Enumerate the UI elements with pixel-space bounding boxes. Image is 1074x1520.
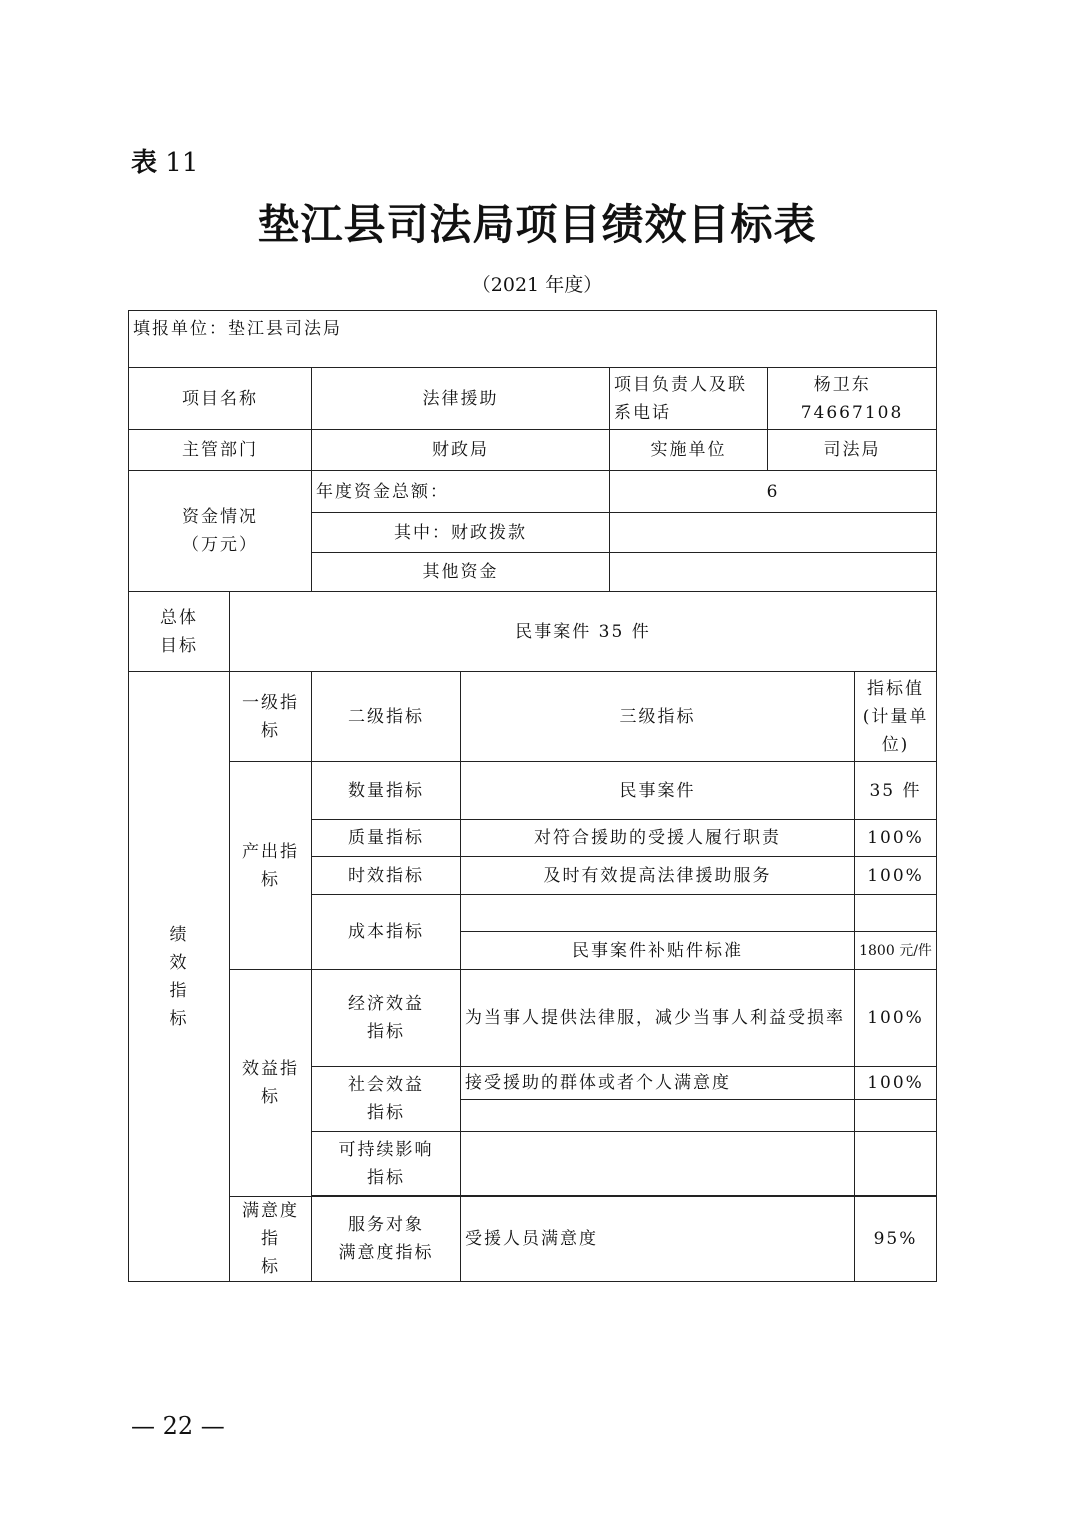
cost-empty-value [855,895,937,932]
economic-label-line1: 经济效益 [348,994,424,1014]
fiscal-label: 其中：财政拨款 [312,513,610,553]
funds-label [129,471,312,592]
sustain-label [312,1132,461,1196]
satisfaction-indicators-label [230,1197,312,1282]
service-item: 受援人员满意度 [461,1197,855,1282]
funds-label-line2: （万元） [182,535,258,555]
funds-label-line1: 资金情况 [182,507,258,527]
section-char: 指 [169,980,189,1001]
dept-value: 财政局 [312,430,610,471]
social-empty [461,1100,855,1132]
benefit-indicators-label: 效益指标 [230,970,312,1197]
table-label: 表 [131,148,158,178]
header-value-line3: 位) [881,734,910,755]
sustain-label-line1: 可持续影响 [338,1139,434,1160]
quantity-item: 民事案件 [461,762,855,820]
timeliness-value: 100% [855,857,937,895]
sustain-empty [461,1132,855,1196]
social-label [312,1067,461,1132]
dept-label: 主管部门 [129,430,312,471]
service-label [312,1197,461,1282]
table-number-label [131,142,198,179]
table-number: 11 [165,148,199,178]
header-value-line1: 指标值 [867,678,924,699]
quality-value: 100% [855,820,937,857]
social-label-line1: 社会效益 [348,1075,424,1095]
cost-label: 成本指标 [312,895,461,970]
contact-name: 杨卫东 [813,374,871,395]
quality-item: 对符合援助的受援人履行职责 [461,820,855,857]
timeliness-label: 时效指标 [312,857,461,895]
other-funds-label: 其他资金 [312,553,610,592]
social-value: 100% [855,1067,937,1100]
cost-empty [461,895,855,932]
header-value [855,672,937,762]
output-indicators-label: 产出指标 [230,762,312,970]
section-char: 标 [169,1008,189,1029]
header-level3: 三级指标 [461,672,855,762]
page-title: 垫江县司法局项目绩效目标表 [257,200,817,249]
social-empty-value [855,1100,937,1132]
impl-label: 实施单位 [610,430,768,471]
social-item: 接受援助的群体或者个人满意度 [461,1067,855,1100]
service-value: 95% [855,1197,937,1282]
contact-info [768,368,937,430]
economic-label [312,970,461,1067]
contact-phone: 74667108 [800,402,904,423]
annual-total-label: 年度资金总额： [312,471,610,513]
service-label-line2: 满意度指标 [338,1243,434,1263]
contact-label: 项目负责人及联系电话 [610,368,768,430]
social-label-line2: 指标 [367,1103,405,1123]
economic-label-line2: 指标 [367,1022,405,1042]
goal-label-line2: 目标 [160,635,198,656]
fiscal-value [610,513,937,553]
section-char: 效 [169,952,189,973]
performance-indicators-label [129,672,230,1282]
project-name: 法律援助 [312,368,610,430]
quantity-value: 35 件 [855,762,937,820]
overall-goal: 民事案件 35 件 [230,592,937,672]
service-label-line1: 服务对象 [348,1215,424,1235]
timeliness-item: 及时有效提高法律援助服务 [461,857,855,895]
section-char: 绩 [169,924,189,945]
goal-label-line1: 总体 [160,607,198,628]
cost-value: 1800 元/件 [855,932,937,970]
economic-item: 为当事人提供法律服，减少当事人利益受损率 [461,970,855,1067]
fiscal-year: （2021 年度） [471,274,603,296]
annual-total-value: 6 [610,471,937,513]
impl-value: 司法局 [768,430,937,471]
sustain-label-line2: 指标 [367,1167,405,1188]
header-value-line2: (计量单 [862,706,929,727]
quantity-label: 数量指标 [312,762,461,820]
economic-value: 100% [855,970,937,1067]
header-level1: 一级指标 [230,672,312,762]
quality-label: 质量指标 [312,820,461,857]
sustain-empty-value [855,1132,937,1196]
header-level2: 二级指标 [312,672,461,762]
reporting-unit: 填报单位：垫江县司法局 [129,311,937,368]
cost-item: 民事案件补贴件标准 [461,932,855,970]
satisfaction-label-line2: 标 [261,1257,280,1277]
performance-target-table [128,310,937,1282]
page-number: — 22 — [131,1412,225,1440]
goal-label [129,592,230,672]
satisfaction-label-line1: 满意度指 [242,1201,299,1249]
project-name-label: 项目名称 [129,368,312,430]
other-funds-value [610,553,937,592]
